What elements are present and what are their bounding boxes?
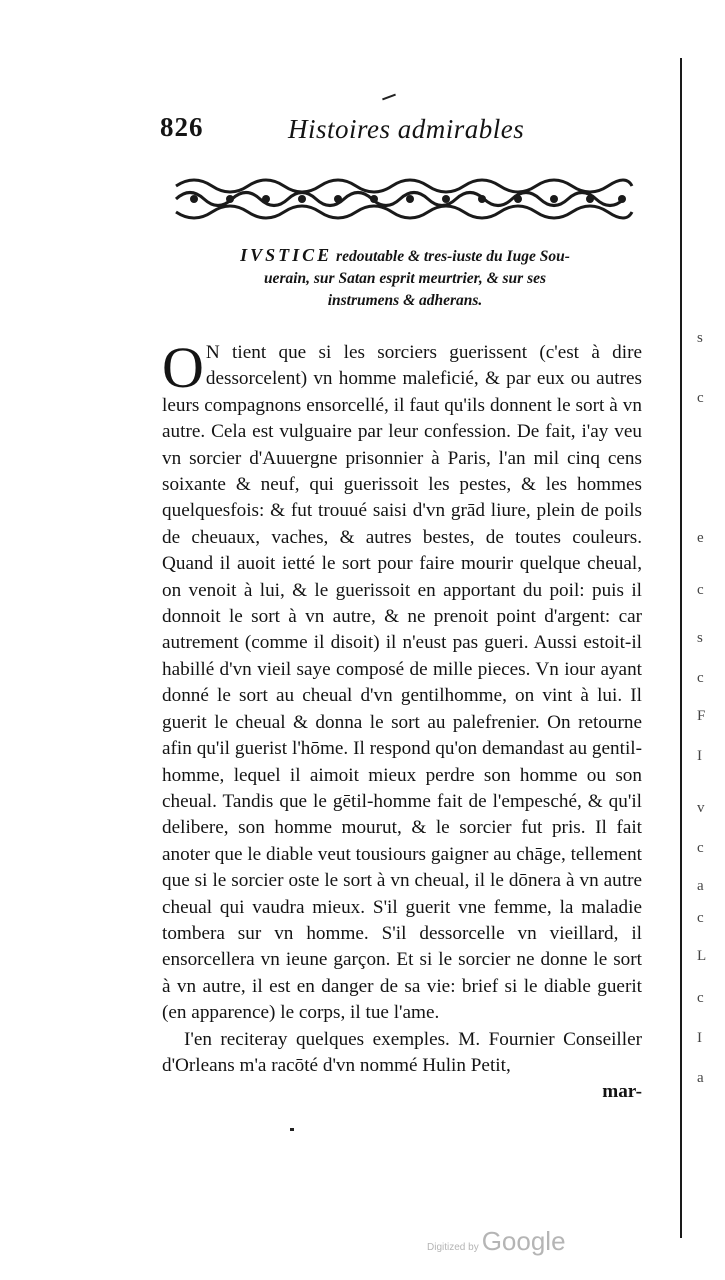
running-head: [160, 112, 660, 156]
bleed-letter: I: [697, 1030, 702, 1046]
ornamental-band: [170, 172, 638, 226]
bleed-letter: e: [697, 530, 704, 546]
bleed-letter: s: [697, 630, 703, 646]
bleed-letter: a: [697, 878, 704, 894]
paragraph-2: I'en reciteray quelques exemples. M. Fournier Conseiller d'Orleans m'a racōté d'vn nommé Hulin Petit,: [162, 1028, 642, 1076]
ink-speck: [382, 94, 396, 101]
running-title: Histoires admirables: [288, 114, 525, 144]
google-wordmark: Google: [481, 1226, 566, 1256]
paragraph-1: [162, 335, 642, 1027]
ink-speck: [290, 1128, 294, 1131]
digitized-by-label: Digitized by: [427, 1242, 479, 1253]
bleed-letter: L: [697, 948, 707, 964]
heading-line-3: instrumens & adherans.: [327, 292, 483, 309]
bleed-letter: c: [697, 910, 704, 926]
bleed-letter: v: [697, 800, 705, 816]
facing-page-bleed: [697, 330, 719, 1090]
bleed-letter: c: [697, 670, 704, 686]
bleed-letter: I: [697, 748, 702, 764]
bleed-letter: F: [697, 708, 706, 724]
catchword: mar-: [602, 1081, 642, 1103]
bleed-letter: c: [697, 390, 704, 406]
page-number: 826: [160, 112, 204, 142]
heading-line-2: uerain, sur Satan esprit meurtrier, & sur ses: [263, 270, 547, 287]
page-edge-rule: [680, 58, 682, 1238]
body-text: [162, 335, 642, 1106]
digitized-watermark: [427, 1226, 566, 1257]
bleed-letter: c: [697, 582, 704, 598]
drop-capital: O: [162, 335, 204, 400]
bleed-letter: c: [697, 840, 704, 856]
bleed-letter: c: [697, 990, 704, 1006]
bleed-letter: a: [697, 1070, 704, 1086]
heading-line-1: [170, 244, 640, 268]
heading-caps: IVSTICE: [240, 245, 333, 265]
paragraph-1-text: N tient que si les sorciers guerissent (c'est à dire dessorcelent) vn homme maleficié, & par eux ou autres leurs compagnons ensorcellé, il faut qu'ils donnent le sort à vn autre. Cela est vulguaire par leur confession. De fait, i'ay veu vn sorcier d'Auuergne prisonnier à Paris, l'an mil cinq cens soixante & neuf, qui guerissoit les pestes, & les hommes quelquesfois: & fut trouué saisi d'vn grād liure, plein de poils de cheuaux, vaches, & autres bestes, de toutes couleurs. Quand il auoit ietté le sort pour faire mourir quelque cheual, on venoit à lui, & le guerissoit en apportant du poil: puis il donnoit le sort à vn autre, & ne prenoit point d'argent: car autrement (comme il disoit) il n'eust pas gueri. Aussi estoit-il habillé d'vn vieil saye composé de mille pieces. Vn iour ayant donné le sort au cheual d'vn gentilhomme, on vint à lui. Il guerit le cheual & donna le sort au palefrenier. On retourne afin qu'il guerist l'hōme. Il respond qu'on demandast au gentil-homme, lequel il aimoit mieux perdre son homme ou son cheual. Tandis que le gētil-homme fait de l'empesché, & qu'il delibere, son homme mourut, & le sorcier fut pris. Il fait anoter que le diable veut tousiours gaigner au chāge, tellement que si le sorcier oste le sort à vn cheual, il le dōnera à vn autre cheual qui vaudra mieux. S'il guerit vne femme, la maladie tombera sur vn homme. S'il dessorcelle vn vieillard, il ensorcellera vn ieune garçon. Et si le sorcier ne donne le sort à vn autre, il est en danger de sa vie: brief si le diable guerit (en apparence) le corps, il tue l'ame.: [162, 342, 642, 1024]
heading-line-1-rest: redoutable & tres-iuste du Iuge Sou-: [332, 248, 570, 265]
bleed-letter: s: [697, 330, 703, 346]
chapter-heading: [170, 244, 640, 312]
